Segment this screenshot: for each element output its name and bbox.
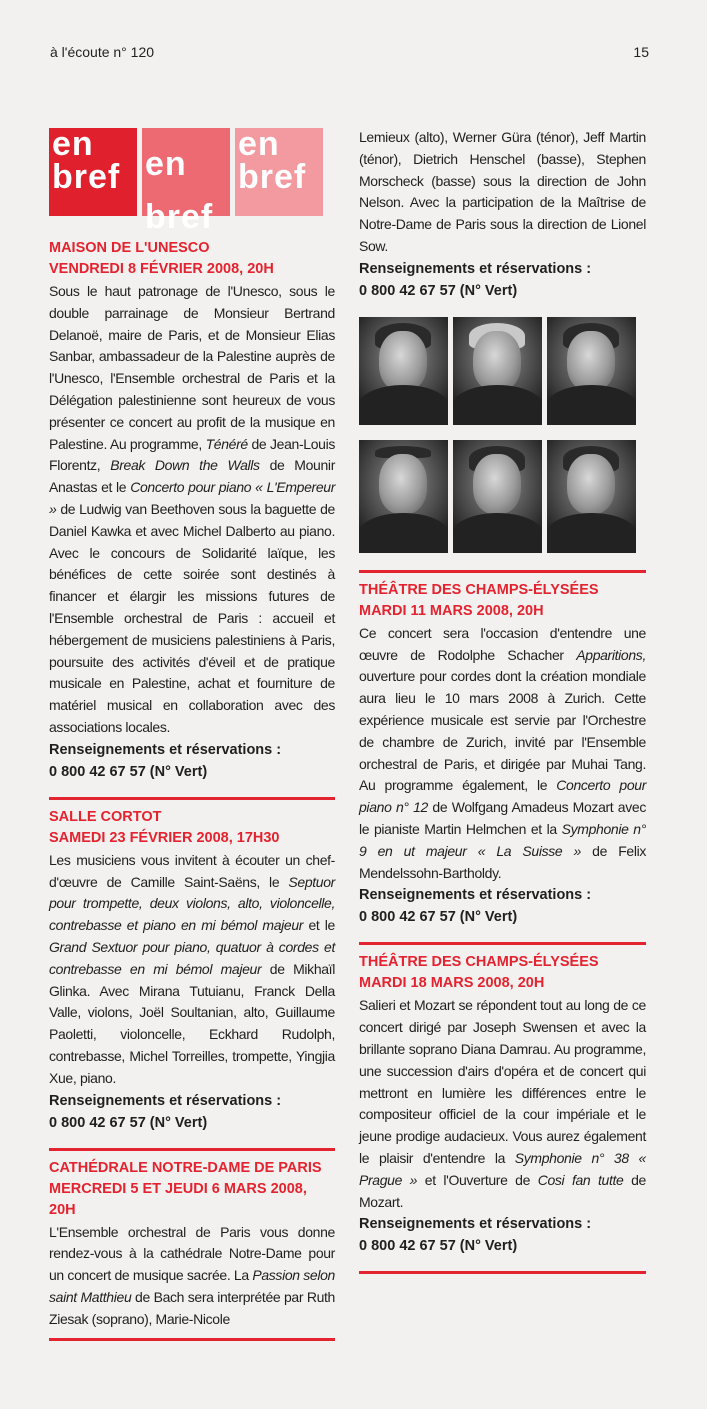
event-champs-elysees-11-mars xyxy=(359,580,646,929)
event-notre-dame-continued xyxy=(359,127,646,302)
section-divider xyxy=(49,1338,335,1341)
event-venue: THÉÂTRE DES CHAMPS-ÉLYSÉES xyxy=(359,581,599,598)
reservation-phone: 0 800 42 67 57 (N° Vert) xyxy=(359,1238,518,1255)
logo-word-en: en xyxy=(52,125,94,163)
performer-photo xyxy=(359,317,448,429)
event-date: MARDI 11 MARS 2008, 20H xyxy=(359,602,544,619)
event-description-continued: Lemieux (alto), Werner Güra (ténor), Jeff Martin (ténor), Dietrich Henschel (basse), Stephen Morscheck (basse) sous la direction de John Nelson. Avec la participation de la Maîtrise de Notre-Dame de Paris sous la direction de Lionel Sow. xyxy=(359,129,646,254)
page-header xyxy=(50,44,649,66)
event-description: L'Ensemble orchestral de Paris vous donne rendez-vous à la cathédrale Notre-Dame pour un concert de musique sacrée. La Passion selon saint Matthieu de Bach sera interprétée par Ruth Ziesak (soprano), Marie-Nicole xyxy=(49,1223,335,1327)
magazine-issue: à l'écoute n° 120 xyxy=(50,44,155,60)
reservation-label: Renseignements et réservations : xyxy=(49,1092,282,1109)
en-bref-logo-box-1 xyxy=(49,125,137,216)
performer-photo xyxy=(453,317,542,429)
section-divider xyxy=(359,942,646,945)
logo-word-bref: bref xyxy=(145,198,214,236)
performer-photo xyxy=(453,440,542,557)
reservation-phone: 0 800 42 67 57 (N° Vert) xyxy=(359,909,518,926)
event-champs-elysees-18-mars xyxy=(359,952,646,1257)
right-column xyxy=(359,126,646,1281)
event-unesco xyxy=(49,238,335,783)
section-divider xyxy=(359,1271,646,1274)
logo-word-bref: bref xyxy=(238,158,307,196)
reservation-phone: 0 800 42 67 57 (N° Vert) xyxy=(359,282,518,299)
event-date: VENDREDI 8 FÉVRIER 2008, 20H xyxy=(49,261,274,277)
en-bref-logo xyxy=(49,125,335,236)
event-notre-dame xyxy=(49,1158,335,1331)
left-column xyxy=(49,125,336,1348)
event-venue: THÉÂTRE DES CHAMPS-ÉLYSÉES xyxy=(359,954,599,971)
event-venue: SALLE CORTOT xyxy=(49,808,162,825)
performer-photos-row-2 xyxy=(359,440,646,557)
en-bref-logo-box-3 xyxy=(235,125,323,216)
reservation-label: Renseignements et réservations : xyxy=(359,1216,592,1233)
event-description: Sous le haut patronage de l'Unesco, sous le double parrainage de Monsieur Bertrand Delanoë, maire de Paris, et de Monsieur Elias Sanbar, ambassadeur de la Palestine auprès de l'Unesco, l'Ensemble orchestral de Paris et la Délégation palestinienne sont heureux de vous présenter ce concert au profit de la musique en Palestine. Au programme, Ténéré de Jean-Louis Florentz, Break Down the Walls de Mounir Anastas et le Concerto pour piano « L'Empereur » de Ludwig van Beethoven sous la baguette de Daniel Kawka et avec Michel Dalberto au piano. Avec le concours de Solidarité laïque, les bénéfices de cette soirée sont destinés à financer et élargir les missions futures de l'Ensemble orchestral de Paris : accueil et hébergement de musiciens palestiniens à Paris, poursuite des activités d'éveil et de pratique musicale en Palestine, achat et fourniture de matériel musical en collaboration avec des associations locales. xyxy=(49,283,336,735)
reservation-phone: 0 800 42 67 57 (N° Vert) xyxy=(49,763,208,780)
logo-word-en: en xyxy=(238,125,280,163)
portrait-image xyxy=(359,317,448,407)
event-date: MERCREDI 5 ET JEUDI 6 MARS 2008, 20H xyxy=(49,1180,307,1218)
section-divider xyxy=(49,797,335,800)
portrait-image xyxy=(453,440,542,535)
event-description: Salieri et Mozart se répondent tout au long de ce concert dirigé par Joseph Swensen et avec la brillante soprano Diana Damrau. Au programme, une succession d'airs d'opéra et de concert qui mettront en lumière les différences entre le compositeur officiel de la cour impériale et le jeune prodige audacieux. Vous aurez également le plaisir d'entendre la Symphonie n° 38 « Prague » et l'Ouverture de Cosi fan tutte de Mozart. xyxy=(359,997,646,1210)
event-venue: MAISON DE L'UNESCO xyxy=(49,240,210,256)
performer-photo xyxy=(547,440,636,557)
section-divider xyxy=(359,570,646,573)
event-salle-cortot xyxy=(49,807,335,1134)
event-description: Les musiciens vous invitent à écouter un chef-d'œuvre de Camille Saint-Saëns, le Septuor pour trompette, deux violons, alto, violoncelle, contrebasse et piano en mi bémol majeur et le Grand Sextuor pour piano, quatuor à cordes et contrebasse en mi bémol majeur de Mikhaïl Glinka. Avec Mirana Tutuianu, Franck Della Valle, violons, Joël Soultanian, alto, Guillaume Paoletti, violoncelle, Eckhard Rudolph, contrebasse, Michel Torreilles, trompette, Yingjia Xue, piano. xyxy=(49,851,335,1086)
reservation-label: Renseignements et réservations : xyxy=(49,741,282,758)
reservation-phone: 0 800 42 67 57 (N° Vert) xyxy=(49,1114,208,1131)
event-date: SAMEDI 23 FÉVRIER 2008, 17H30 xyxy=(49,829,280,846)
performer-photo xyxy=(359,440,448,557)
portrait-image xyxy=(547,317,636,407)
reservation-label: Renseignements et réservations : xyxy=(359,887,592,904)
portrait-image xyxy=(453,317,542,407)
event-venue: CATHÉDRALE NOTRE-DAME DE PARIS xyxy=(49,1159,322,1176)
performer-photo xyxy=(547,317,636,429)
portrait-image xyxy=(547,440,636,535)
page-number: 15 xyxy=(633,44,649,60)
section-divider xyxy=(49,1148,335,1151)
logo-word-bref: bref xyxy=(52,158,121,196)
en-bref-logo-box-2 xyxy=(142,128,230,236)
performer-photos-row-1 xyxy=(359,317,646,429)
reservation-label: Renseignements et réservations : xyxy=(359,260,592,277)
logo-word-en: en xyxy=(145,145,187,183)
event-date: MARDI 18 MARS 2008, 20H xyxy=(359,975,545,992)
event-description: Ce concert sera l'occasion d'entendre une œuvre de Rodolphe Schacher Apparitions, ouverture pour cordes dont la création mondiale aura lieu le 10 mars 2008 à Zurich. Cette expérience musicale est servie par l'Orchestre de chambre de Zurich, invité par l'Ensemble orchestral de Paris, et dirigée par Muhai Tang. Au programme également, le Concerto pour piano n° 12 de Wolfgang Amadeus Mozart avec le pianiste Martin Helmchen et la Symphonie n° 9 en ut majeur « La Suisse » de Felix Mendelssohn-Bartholdy. xyxy=(359,624,647,881)
portrait-image xyxy=(359,440,448,535)
